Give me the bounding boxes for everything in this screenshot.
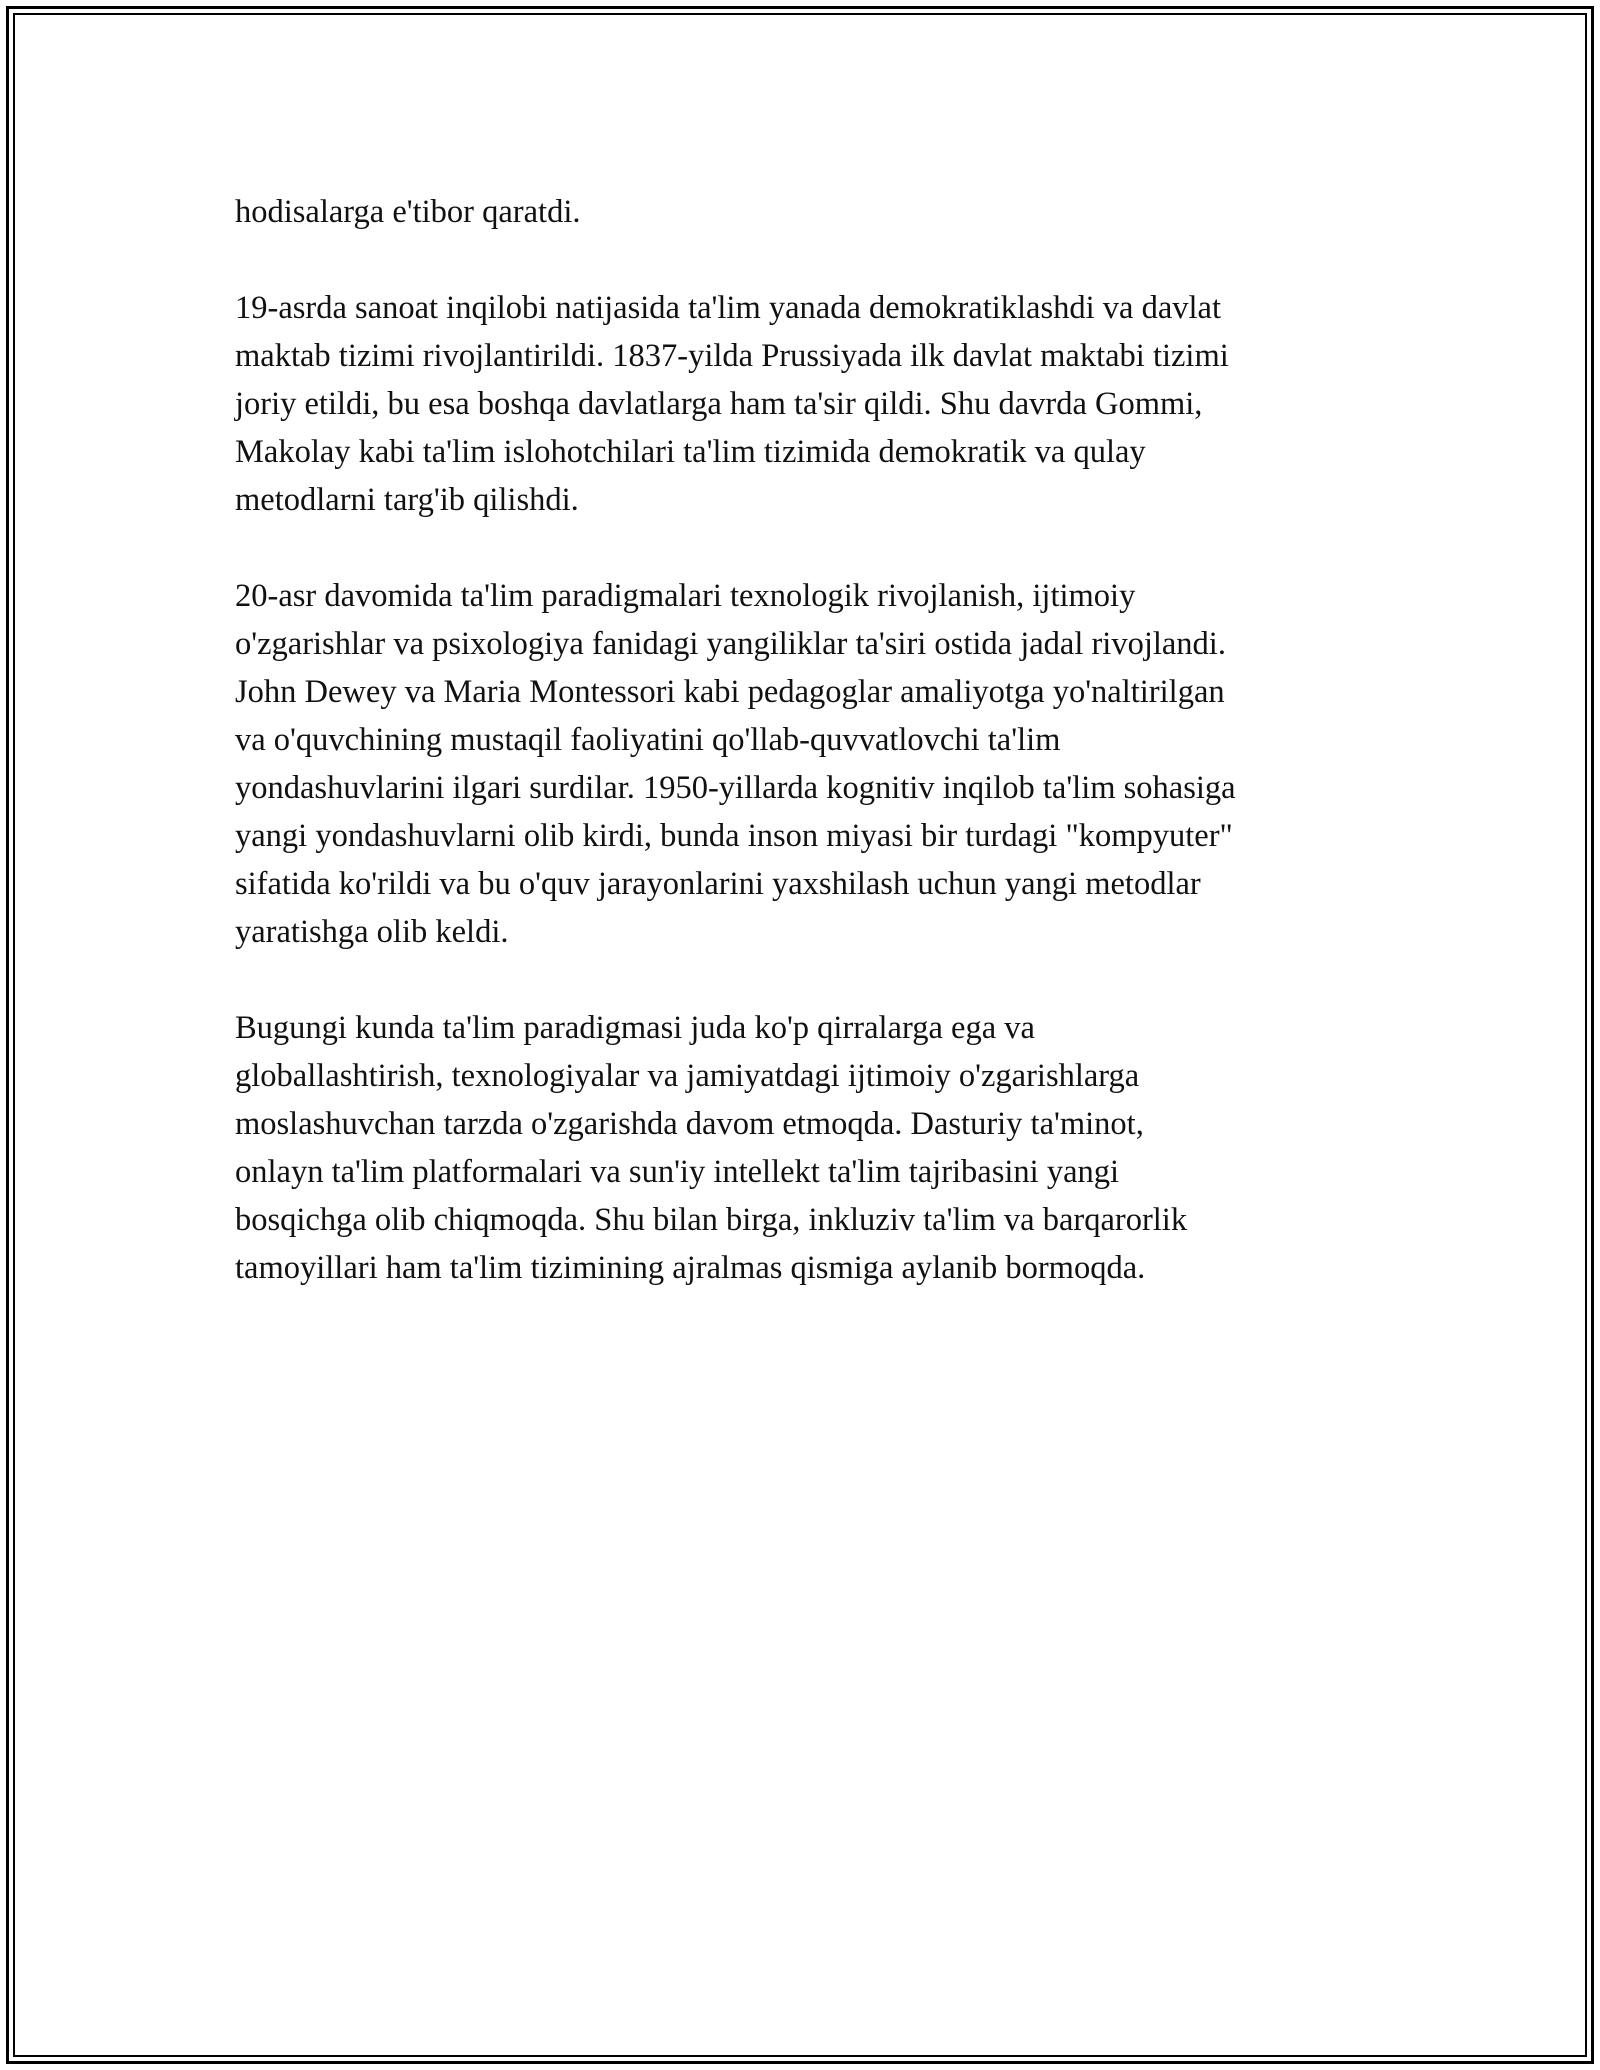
text-line: tamoyillari ham ta'lim tizimining ajralmas qismiga aylanib bormoqda. [235,1250,1146,1286]
paragraph [235,572,1385,956]
text-line: joriy etildi, bu esa boshqa davlatlarga ham ta'sir qildi. Shu davrda Gommi, [235,386,1203,422]
text-line: yaratishga olib keldi. [235,914,509,950]
text-line: o'zgarishlar va psixologiya fanidagi yangiliklar ta'siri ostida jadal rivojlandi. [235,626,1226,662]
text-line: maktab tizimi rivojlantirildi. 1837-yilda Prussiyada ilk davlat maktabi tizimi [235,338,1229,374]
text-line: yangi yondashuvlarni olib kirdi, bunda inson miyasi bir turdagi "kompyuter" [235,818,1233,854]
text-line: 19-asrda sanoat inqilobi natijasida ta'lim yanada demokratiklashdi va davlat [235,290,1221,326]
text-line: hodisalarga e'tibor qaratdi. [235,194,581,230]
text-line: yondashuvlarini ilgari surdilar. 1950-yillarda kognitiv inqilob ta'lim sohasiga [235,770,1236,806]
paragraph [235,188,1385,236]
text-line: John Dewey va Maria Montessori kabi pedagoglar amaliyotga yo'naltirilgan [235,674,1225,710]
text-line: sifatida ko'rildi va bu o'quv jarayonlarini yaxshilash uchun yangi metodlar [235,866,1201,902]
text-line: Makolay kabi ta'lim islohotchilari ta'lim tizimida demokratik va qulay [235,434,1146,470]
text-line: moslashuvchan tarzda o'zgarishda davom etmoqda. Dasturiy ta'minot, [235,1106,1144,1142]
text-line: Bugungi kunda ta'lim paradigmasi juda ko'p qirralarga ega va [235,1010,1035,1046]
text-line: globallashtirish, texnologiyalar va jamiyatdagi ijtimoiy o'zgarishlarga [235,1058,1140,1094]
paragraph [235,1004,1385,1292]
paragraph [235,284,1385,524]
text-line: 20-asr davomida ta'lim paradigmalari texnologik rivojlanish, ijtimoiy [235,578,1136,614]
document-body [235,188,1385,1340]
text-line: va o'quvchining mustaqil faoliyatini qo'llab-quvvatlovchi ta'lim [235,722,1061,758]
text-line: bosqichga olib chiqmoqda. Shu bilan birga, inkluziv ta'lim va barqarorlik [235,1202,1188,1238]
text-line: onlayn ta'lim platformalari va sun'iy intellekt ta'lim tajribasini yangi [235,1154,1120,1190]
text-line: metodlarni targ'ib qilishdi. [235,482,579,518]
